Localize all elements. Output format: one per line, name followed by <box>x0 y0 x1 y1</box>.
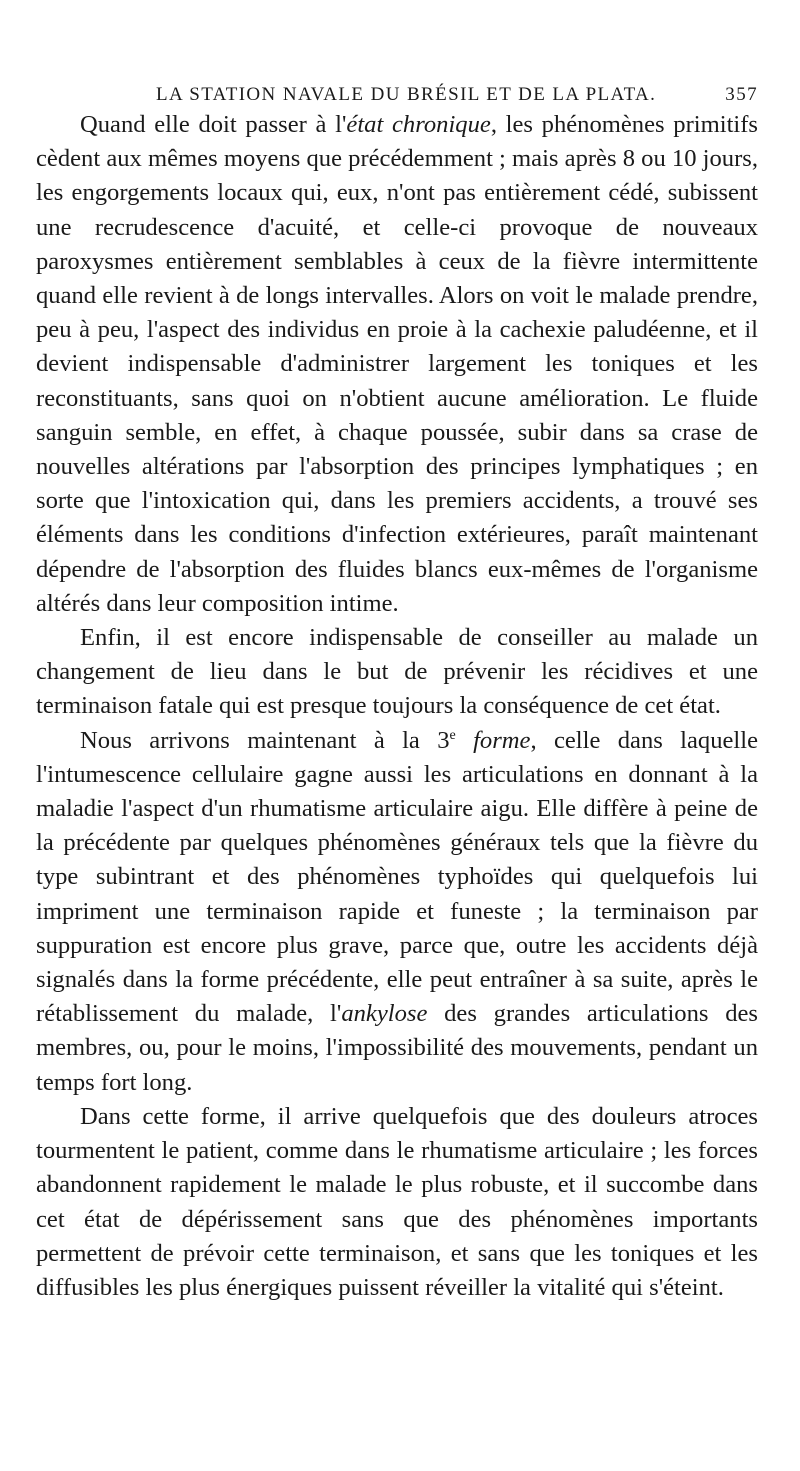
paragraph-text: Dans cette forme, il arrive quelquefois que des douleurs atroces tourmentent le patient, comme dans le rhumatisme articulaire ; les forces abandonnent rapidement le malade le plus robuste, et il succombe dans cet état de dépérissement sans que des phénomènes importants permettent de prévoir cette terminaison, et sans que les toniques et les diffusibles les plus énergiques puissent réveiller la vitalité qui s'éteint. <box>36 1102 758 1301</box>
paragraph-atrocious-pains <box>36 1100 758 1305</box>
running-header <box>36 78 758 108</box>
paragraph-text: , celle dans laquelle l'intumescence cellulaire gagne aussi les articulations en donnant à la maladie l'aspect d'un rhumatisme articulaire aigu. Elle diffère à peine de la précédente par quelques phénomènes généraux tels que la fièvre du type subintrant et des phénomènes typhoïdes qui quelquefois lui impriment une terminaison rapide et funeste ; la terminaison par suppuration est encore plus grave, parce que, outre les accidents déjà signalés dans la forme précédente, elle peut entraîner à sa suite, après le rétablissement du malade, l' <box>36 726 758 1028</box>
body-text <box>36 108 758 1305</box>
emphasis-text: forme <box>473 726 531 754</box>
paragraph-text: Nous arrivons maintenant à la 3 <box>80 726 450 754</box>
page-number: 357 <box>725 84 758 105</box>
ordinal-superscript: e <box>449 727 456 743</box>
running-title: LA STATION NAVALE DU BRÉSIL ET DE LA PLATA. <box>156 84 657 105</box>
emphasis-text: ankylose <box>341 1000 428 1028</box>
paragraph-text: Enfin, il est encore indispensable de conseiller au malade un changement de lieu dans le but de prévenir les récidives et une terminaison fatale qui est presque toujours la conséquence de cet état. <box>36 624 758 720</box>
emphasis-text: état chronique <box>346 111 491 138</box>
paragraph-chronic-state <box>36 108 758 621</box>
paragraph-change-of-place <box>36 621 758 724</box>
paragraph-text: , les phénomènes primitifs cèdent aux mêmes moyens que précédemment ; mais après 8 ou 10 jours, les engorgements locaux qui, eux, n'ont pas entièrement cédé, subissent une recrudescence d'acuité, et celle-ci provoque de nouveaux paroxysmes entièrement semblables à ceux de la fièvre intermittente quand elle revient à de longs intervalles. Alors on voit le malade prendre, peu à peu, l'aspect des individus en proie à la cachexie paludéenne, et il devient indispensable d'administrer largement les toniques et les reconstituants, sans quoi on n'obtient aucune amélioration. Le fluide sanguin semble, en effet, à chaque poussée, subir dans sa crase de nouvelles altérations par l'absorption des principes lymphatiques ; en sorte que l'intoxication qui, dans les premiers accidents, a trouvé ses éléments dans les conditions d'infection extérieures, paraît maintenant dépendre de l'absorption des fluides blancs eux-mêmes de l'organisme altérés dans leur composition intime. <box>36 111 758 617</box>
paragraph-text: Quand elle doit passer à l' <box>80 111 347 138</box>
paragraph-third-form <box>36 724 758 1100</box>
paragraph-text: des grandes articulations des membres, ou, pour le moins, l'impossibilité des mouvements, pendant un temps fort long. <box>36 1000 758 1096</box>
book-page <box>36 78 758 1305</box>
